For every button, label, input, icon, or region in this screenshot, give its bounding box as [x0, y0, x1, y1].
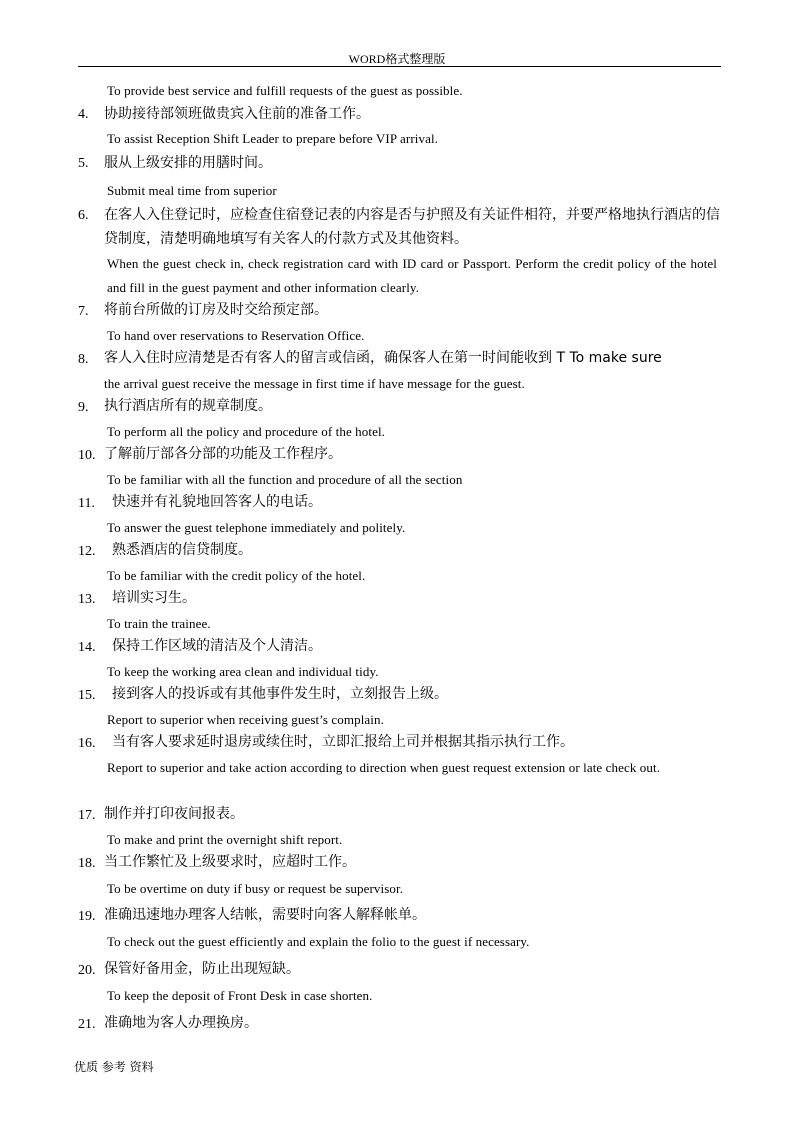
item-20-chinese: 保管好备用金，防止出现短缺。 [104, 961, 300, 977]
item-9-number: 9. [78, 400, 89, 415]
item-7-english: To hand over reservations to Reservation Office. [107, 328, 365, 343]
item-18-chinese: 当工作繁忙及上级要求时，应超时工作。 [104, 854, 356, 870]
item-11-number: 11. [78, 496, 95, 511]
item-14-english: To keep the working area clean and individual tidy. [107, 664, 379, 679]
item-12-number: 12. [78, 544, 96, 559]
item-4-number: 4. [78, 107, 89, 122]
item-16-chinese: 当有客人要求延时退房或续住时，立即汇报给上司并根据其指示执行工作。 [112, 734, 574, 750]
item-20-number: 20. [78, 963, 96, 978]
item-8-number: 8. [78, 352, 89, 367]
item-10-number: 10. [78, 448, 96, 463]
item-15-number: 15. [78, 688, 96, 703]
item-8-chinese: 客人入住时应清楚是否有客人的留言或信函，确保客人在第一时间能收到 T To make sure [104, 350, 662, 366]
item-17-number: 17. [78, 808, 96, 823]
item-10-english: To be familiar with all the function and procedure of all the section [107, 472, 463, 487]
item-20-english: To keep the deposit of Front Desk in case shorten. [107, 988, 373, 1003]
item-10-chinese: 了解前厅部各分部的功能及工作程序。 [104, 446, 342, 462]
item-11-english: To answer the guest telephone immediately and politely. [107, 520, 406, 535]
item-21-number: 21. [78, 1017, 96, 1032]
item-4-english: To assist Reception Shift Leader to prepare before VIP arrival. [107, 131, 439, 146]
item-6-chinese: 在客人入住登记时，应检查住宿登记表的内容是否与护照及有关证件相符，并要严格地执行酒店的信贷制度，清楚明确地填写有关客人的付款方式及其他资料。 [104, 207, 720, 247]
item-6-number: 6. [78, 208, 89, 223]
item-4-chinese: 协助接待部领班做贵宾入住前的准备工作。 [104, 106, 370, 122]
item-8-english: the arrival guest receive the message in first time if have message for the guest. [104, 376, 525, 391]
page-header: WORD格式整理版 [348, 52, 446, 66]
item-13-number: 13. [78, 592, 96, 607]
item-13-chinese: 培训实习生。 [112, 590, 196, 606]
item-15-english: Report to superior when receiving guest’s complain. [107, 712, 384, 727]
item-16-english: Report to superior and take action according to direction when guest request extension or late check out. [107, 760, 661, 775]
item-9-english: To perform all the policy and procedure of the hotel. [107, 424, 386, 439]
item-16-number: 16. [78, 736, 96, 751]
item-18-number: 18. [78, 856, 96, 871]
item-6-english: When the guest check in, check registration card with ID card or Passport. Perform the credit policy of the hotel and fill in the guest payment and other information clearly. [107, 256, 717, 295]
item-14-chinese: 保持工作区域的清洁及个人清洁。 [112, 638, 322, 654]
page-footer: 优质 参考 资料 [74, 1060, 154, 1074]
item-5-chinese: 服从上级安排的用膳时间。 [104, 155, 272, 171]
item-5-number: 5. [78, 156, 89, 171]
item-15-chinese: 接到客人的投诉或有其他事件发生时，立刻报告上级。 [112, 686, 448, 702]
item-14-number: 14. [78, 640, 96, 655]
item-11-chinese: 快速并有礼貌地回答客人的电话。 [112, 494, 322, 510]
item-17-english: To make and print the overnight shift report. [107, 832, 343, 847]
item-19-number: 19. [78, 909, 96, 924]
item-21-chinese: 准确地为客人办理换房。 [104, 1015, 258, 1031]
item-3-english: To provide best service and fulfill requests of the guest as possible. [107, 83, 463, 98]
item-13-english: To train the trainee. [107, 616, 211, 631]
item-5-english: Submit meal time from superior [107, 183, 277, 198]
item-18-english: To be overtime on duty if busy or request be supervisor. [107, 881, 404, 896]
item-17-chinese: 制作并打印夜间报表。 [104, 806, 244, 822]
item-7-chinese: 将前台所做的订房及时交给预定部。 [104, 302, 328, 318]
item-9-chinese: 执行酒店所有的规章制度。 [104, 398, 272, 414]
item-19-english: To check out the guest efficiently and explain the folio to the guest if necessary. [107, 934, 530, 949]
item-12-chinese: 熟悉酒店的信贷制度。 [112, 542, 252, 558]
item-12-english: To be familiar with the credit policy of the hotel. [107, 568, 366, 583]
item-19-chinese: 准确迅速地办理客人结帐，需要时向客人解释帐单。 [104, 907, 426, 923]
item-7-number: 7. [78, 304, 89, 319]
